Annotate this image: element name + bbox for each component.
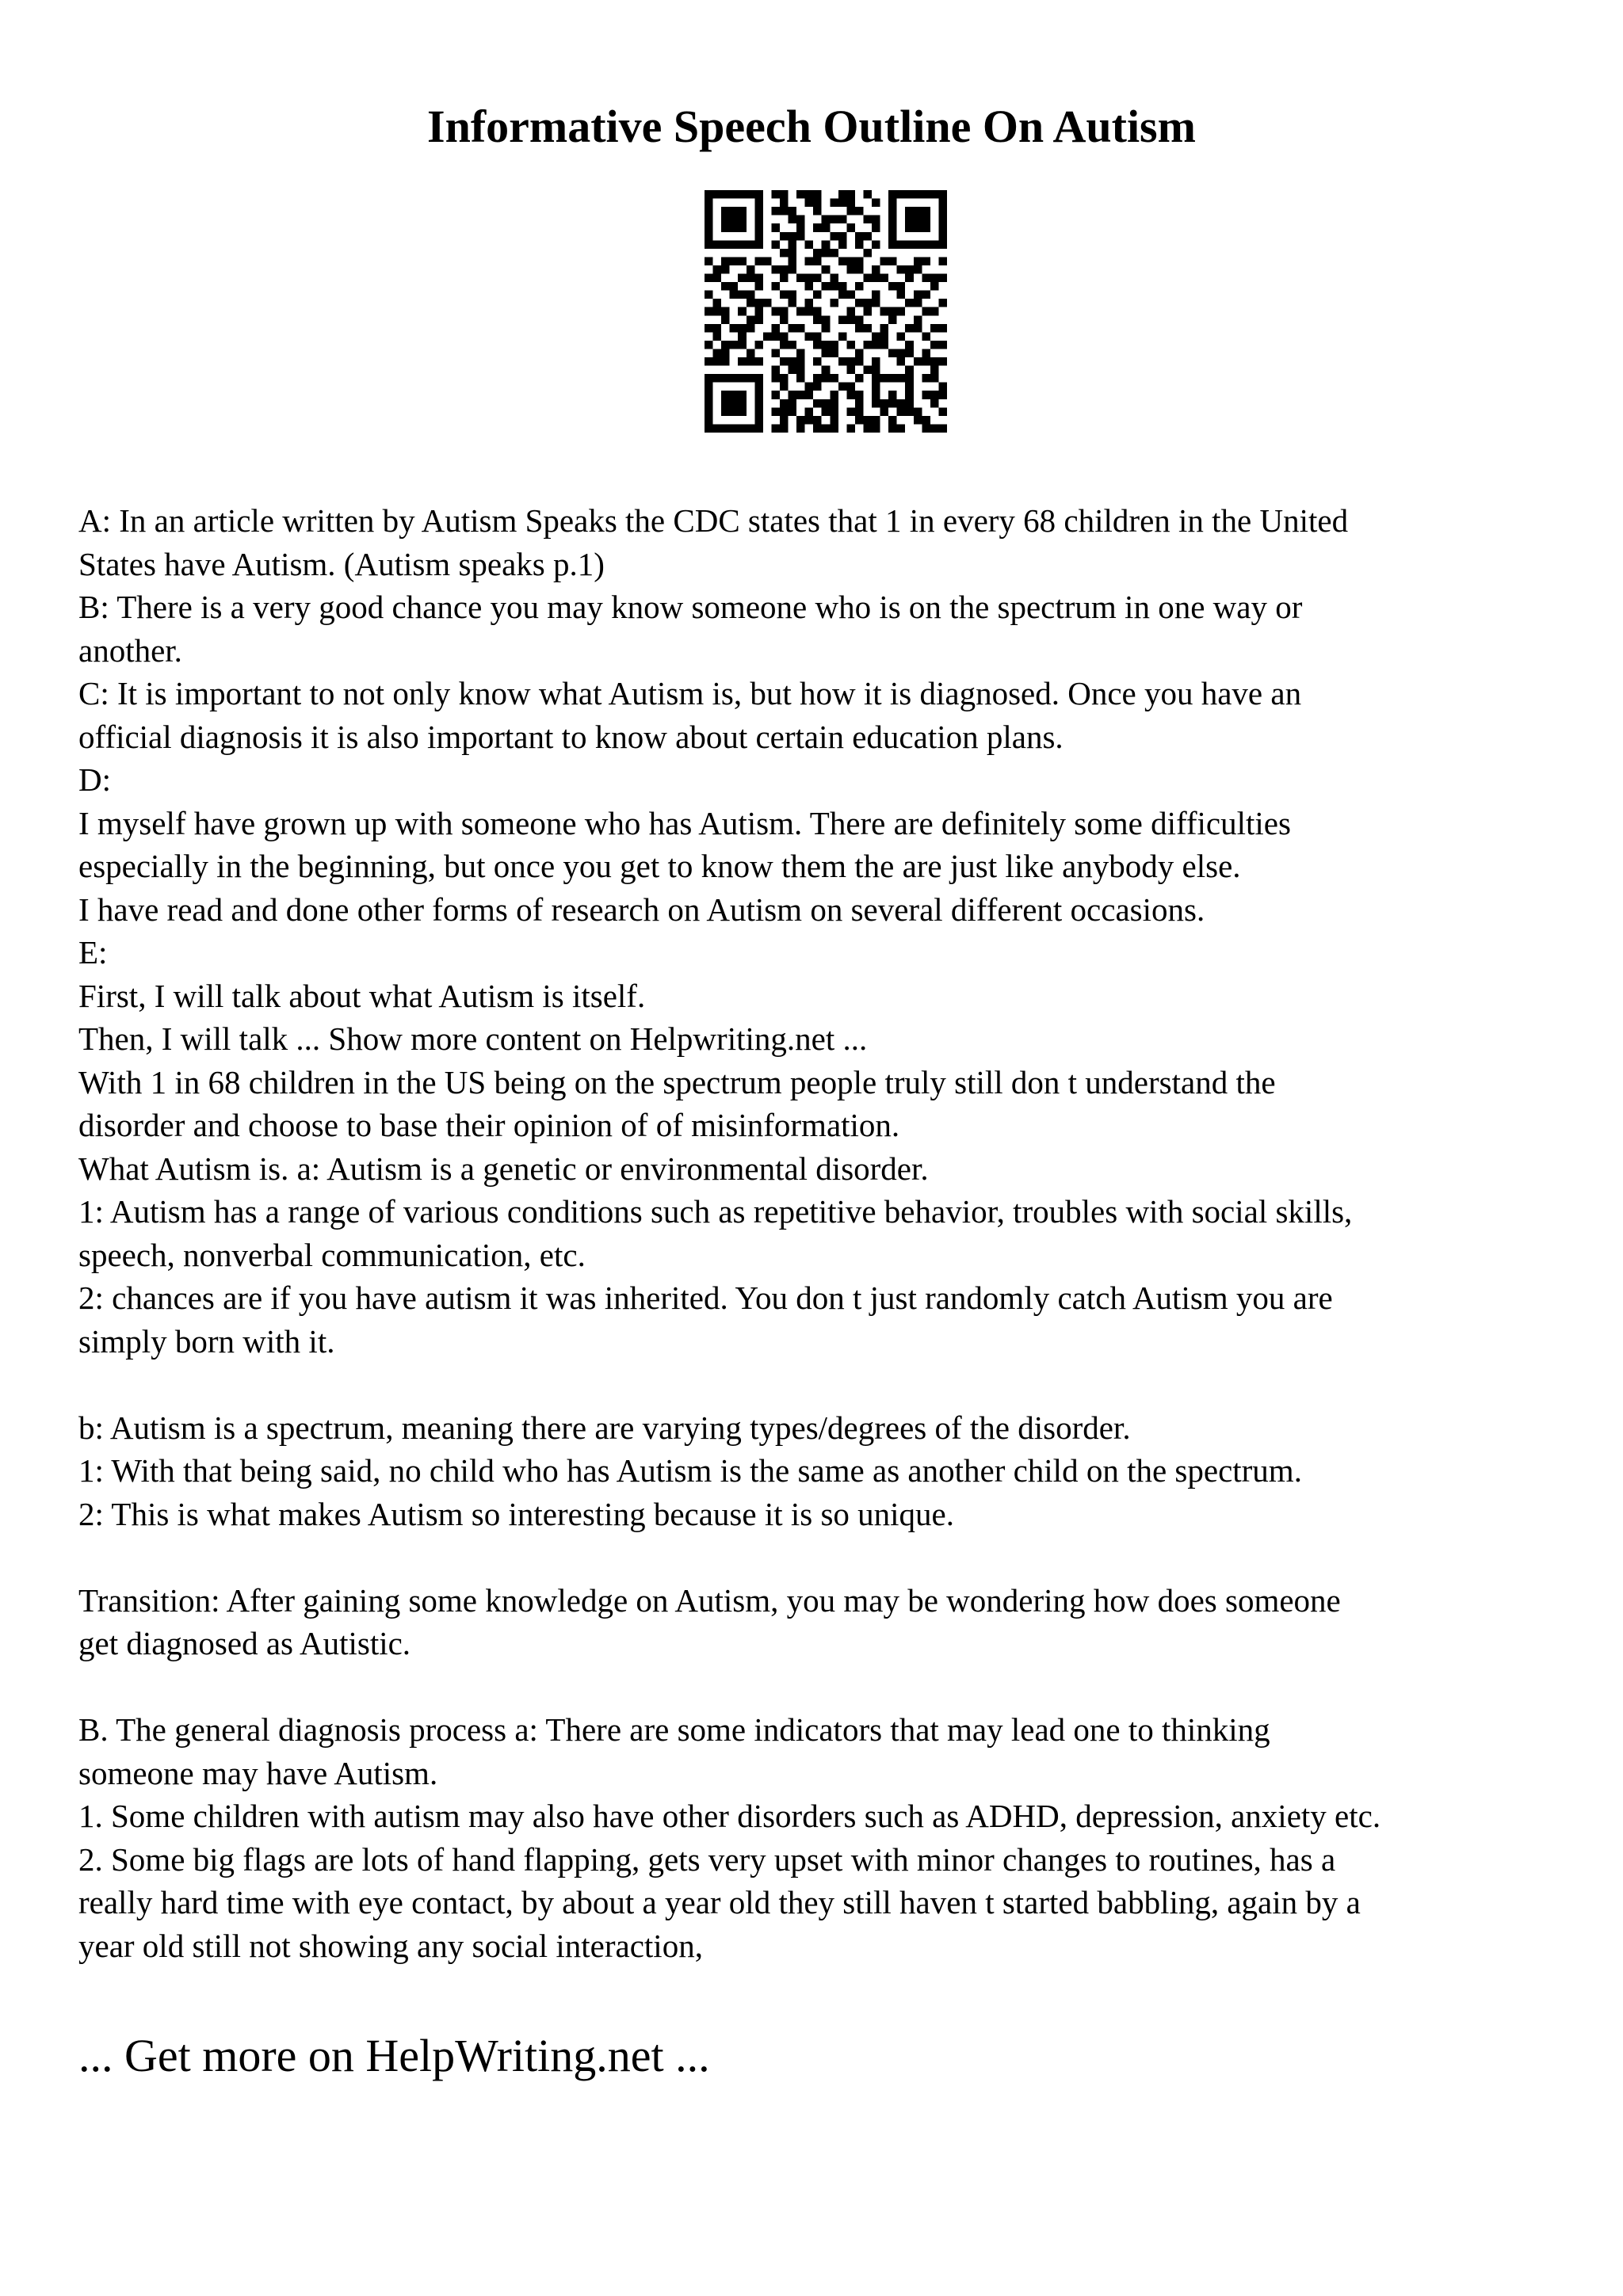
outline-line: With 1 in 68 children in the US being on the spectrum people truly still don t understand the — [78, 1063, 1276, 1100]
outline-line: someone may have Autism. — [78, 1754, 438, 1791]
outline-line: D: — [78, 761, 111, 798]
outline-line: 1: Autism has a range of various conditions such as repetitive behavior, troubles with social skills, — [78, 1193, 1353, 1230]
outline-line: Transition: After gaining some knowledge on Autism, you may be wondering how does someone — [78, 1581, 1341, 1619]
outline-line: really hard time with eye contact, by about a year old they still haven t started babbling, again by a — [78, 1884, 1361, 1920]
outline-line: E: — [78, 934, 108, 971]
outline-line: C: It is important to not only know what Autism is, but how it is diagnosed. Once you have an — [78, 675, 1302, 711]
outline-line: 2: chances are if you have autism it was inherited. You don t just randomly catch Autism you are — [78, 1280, 1333, 1316]
outline-line: B. The general diagnosis process a: There are some indicators that may lead one to thinking — [78, 1711, 1270, 1748]
outline-body — [78, 499, 1584, 1967]
outline-line: 1. Some children with autism may also have other disorders such as ADHD, depression, anxiety etc. — [78, 1798, 1381, 1834]
outline-line: official diagnosis it is also important to know about certain education plans. — [78, 718, 1064, 755]
outline-line: 2: This is what makes Autism so interesting because it is so unique. — [78, 1495, 954, 1532]
outline-line: 2. Some big flags are lots of hand flapping, gets very upset with minor changes to routines, has a — [78, 1840, 1336, 1878]
outline-line — [78, 1535, 1584, 1579]
outline-line — [78, 1363, 1584, 1406]
outline-line: States have Autism. (Autism speaks p.1) — [78, 545, 605, 582]
outline-line: 1: With that being said, no child who has Autism is the same as another child on the spectrum. — [78, 1452, 1302, 1489]
outline-line: year old still not showing any social interaction, — [78, 1927, 703, 1964]
outline-line: disorder and choose to base their opinion of of misinformation. — [78, 1107, 900, 1143]
outline-line — [78, 1665, 1584, 1709]
outline-line: Then, I will talk ... Show more content on Helpwriting.net ... — [78, 1020, 868, 1057]
outline-line: speech, nonverbal communication, etc. — [78, 1236, 586, 1273]
get-more-link[interactable]: ... Get more on HelpWriting.net ... — [78, 2030, 710, 2081]
outline-line: b: Autism is a spectrum, meaning there are varying types/degrees of the disorder. — [78, 1409, 1131, 1446]
outline-line: another. — [78, 631, 182, 669]
qr-code-icon — [705, 190, 947, 433]
outline-line: First, I will talk about what Autism is itself. — [78, 977, 646, 1014]
outline-line: I have read and done other forms of research on Autism on several different occasions. — [78, 891, 1205, 928]
outline-line: What Autism is. a: Autism is a genetic or environmental disorder. — [78, 1150, 929, 1187]
outline-line: B: There is a very good chance you may know someone who is on the spectrum in one way or — [78, 589, 1303, 625]
document-title: Informative Speech Outline On Autism — [427, 101, 1196, 152]
outline-line: I myself have grown up with someone who has Autism. There are definitely some difficulties — [78, 804, 1291, 841]
outline-line: A: In an article written by Autism Speaks the CDC states that 1 in every 68 children in the United — [78, 502, 1349, 539]
outline-line: especially in the beginning, but once you get to know them the are just like anybody else. — [78, 848, 1241, 884]
outline-line: simply born with it. — [78, 1322, 335, 1360]
outline-line: get diagnosed as Autistic. — [78, 1625, 411, 1661]
